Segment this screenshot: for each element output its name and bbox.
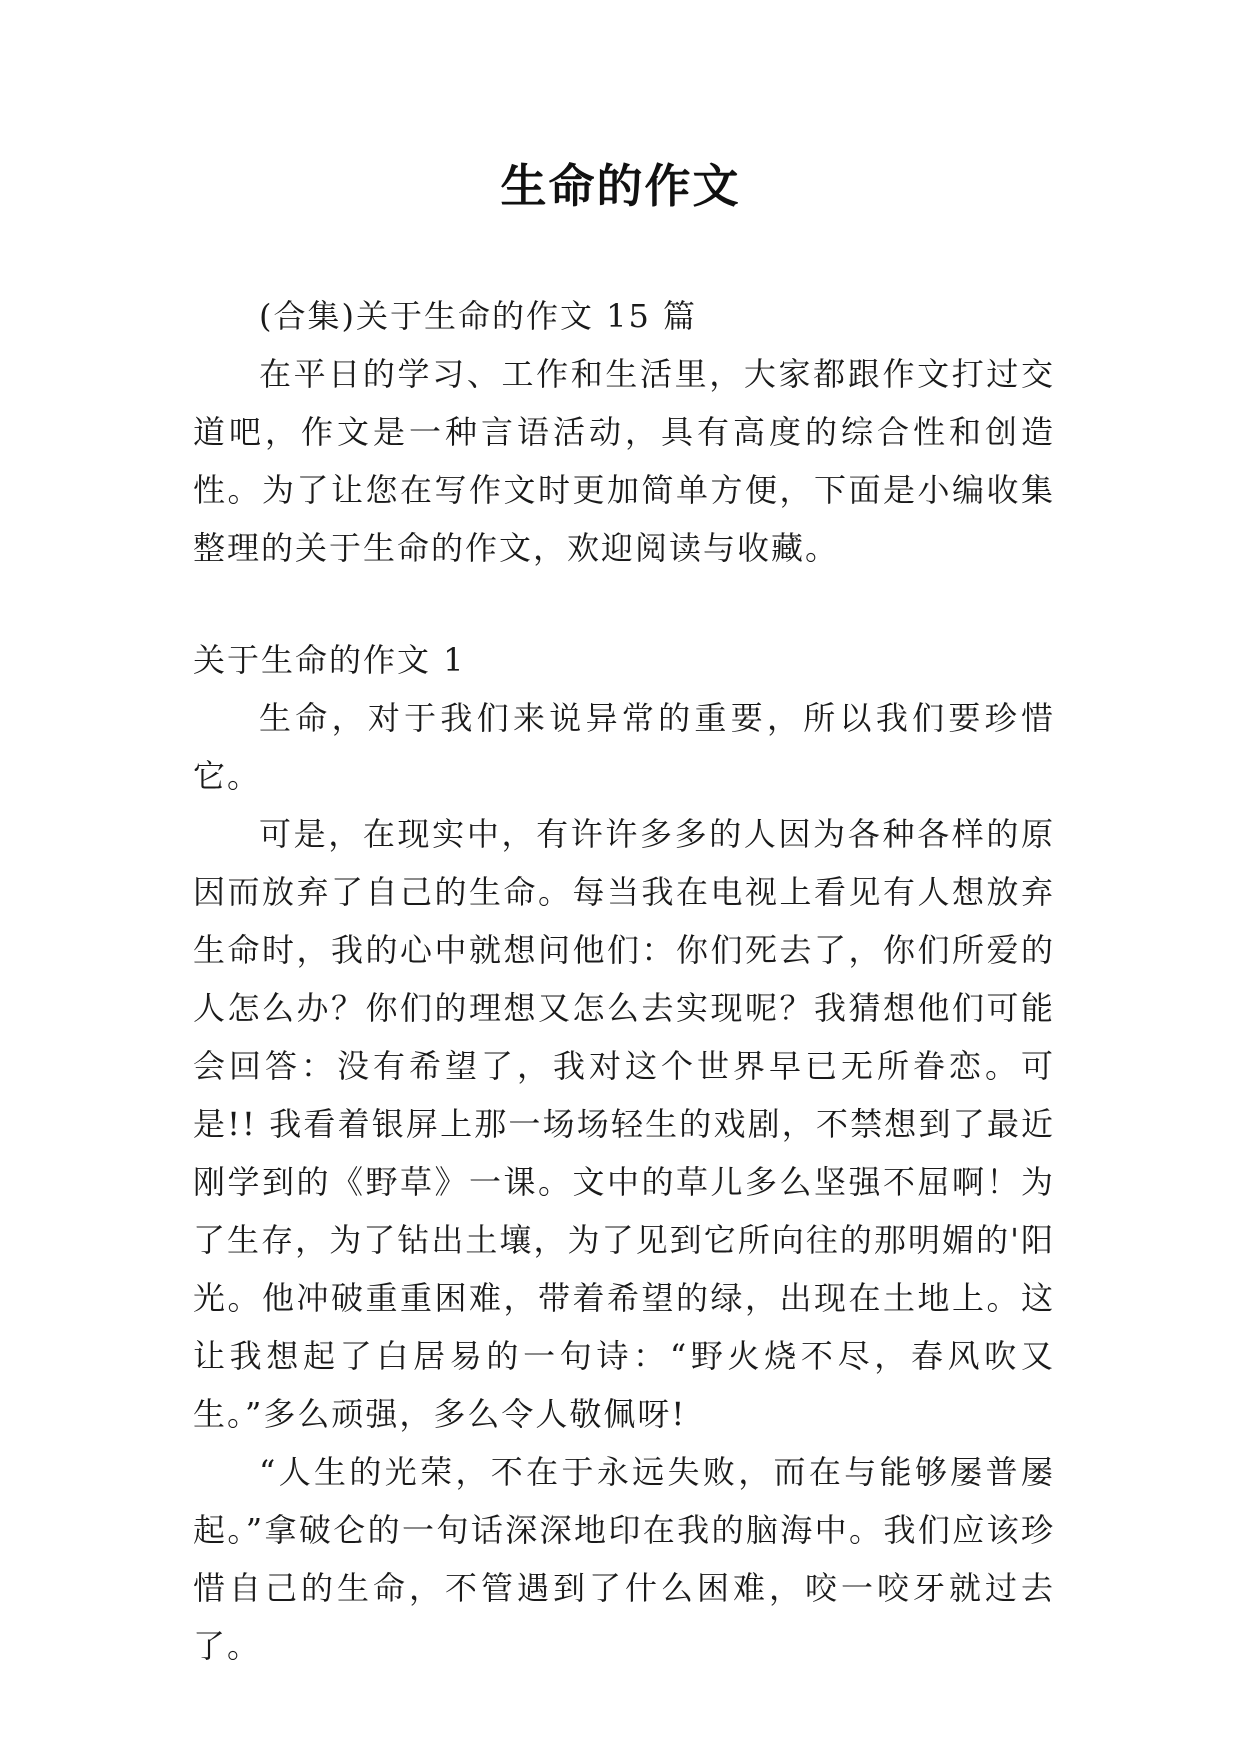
body-paragraph: 可是，在现实中，有许许多多的人因为各种各样的原因而放弃了自己的生命。每当我在电视上看见有人想放弃生命时，我的心中就想问他们：你们死去了，你们所爱的人怎么办？你们的理想又怎么去实现呢？我猜想他们可能会回答：没有希望了，我对这个世界早已无所眷恋。可是!! 我看着银屏上那一场场轻生的戏剧，不禁想到了最近刚学到的《野草》一课。文中的草儿多么坚强不屈啊！为了生存，为了钻出土壤，为了见到它所向往的那明媚的'阳光。他冲破重重困难，带着希望的绿，出现在土地上。这让我想起了白居易的一句诗：“野火烧不尽，春风吹又生。”多么顽强，多么令人敬佩呀! xyxy=(193,815,1055,1433)
body-paragraph: “人生的光荣，不在于永远失败，而在与能够屡普屡起。”拿破仑的一句话深深地印在我的脑海中。我们应该珍惜自己的生命，不管遇到了什么困难，咬一咬牙就过去了。 xyxy=(193,1453,1055,1665)
section-heading: 关于生命的作文 1 xyxy=(193,641,466,679)
intro-paragraph: 在平日的学习、工作和生活里，大家都跟作文打过交道吧，作文是一种言语活动，具有高度的综合性和创造性。为了让您在写作文时更加简单方便，下面是小编收集整理的关于生命的作文，欢迎阅读与收藏。 xyxy=(193,355,1055,567)
collection-subtitle: (合集)关于生命的作文 15 篇 xyxy=(259,297,698,335)
document-body xyxy=(193,287,1055,1675)
body-paragraph: 生命，对于我们来说异常的重要，所以我们要珍惜它。 xyxy=(193,699,1055,795)
essay-section xyxy=(193,631,1055,1675)
document-title: 生命的作文 xyxy=(500,159,741,213)
